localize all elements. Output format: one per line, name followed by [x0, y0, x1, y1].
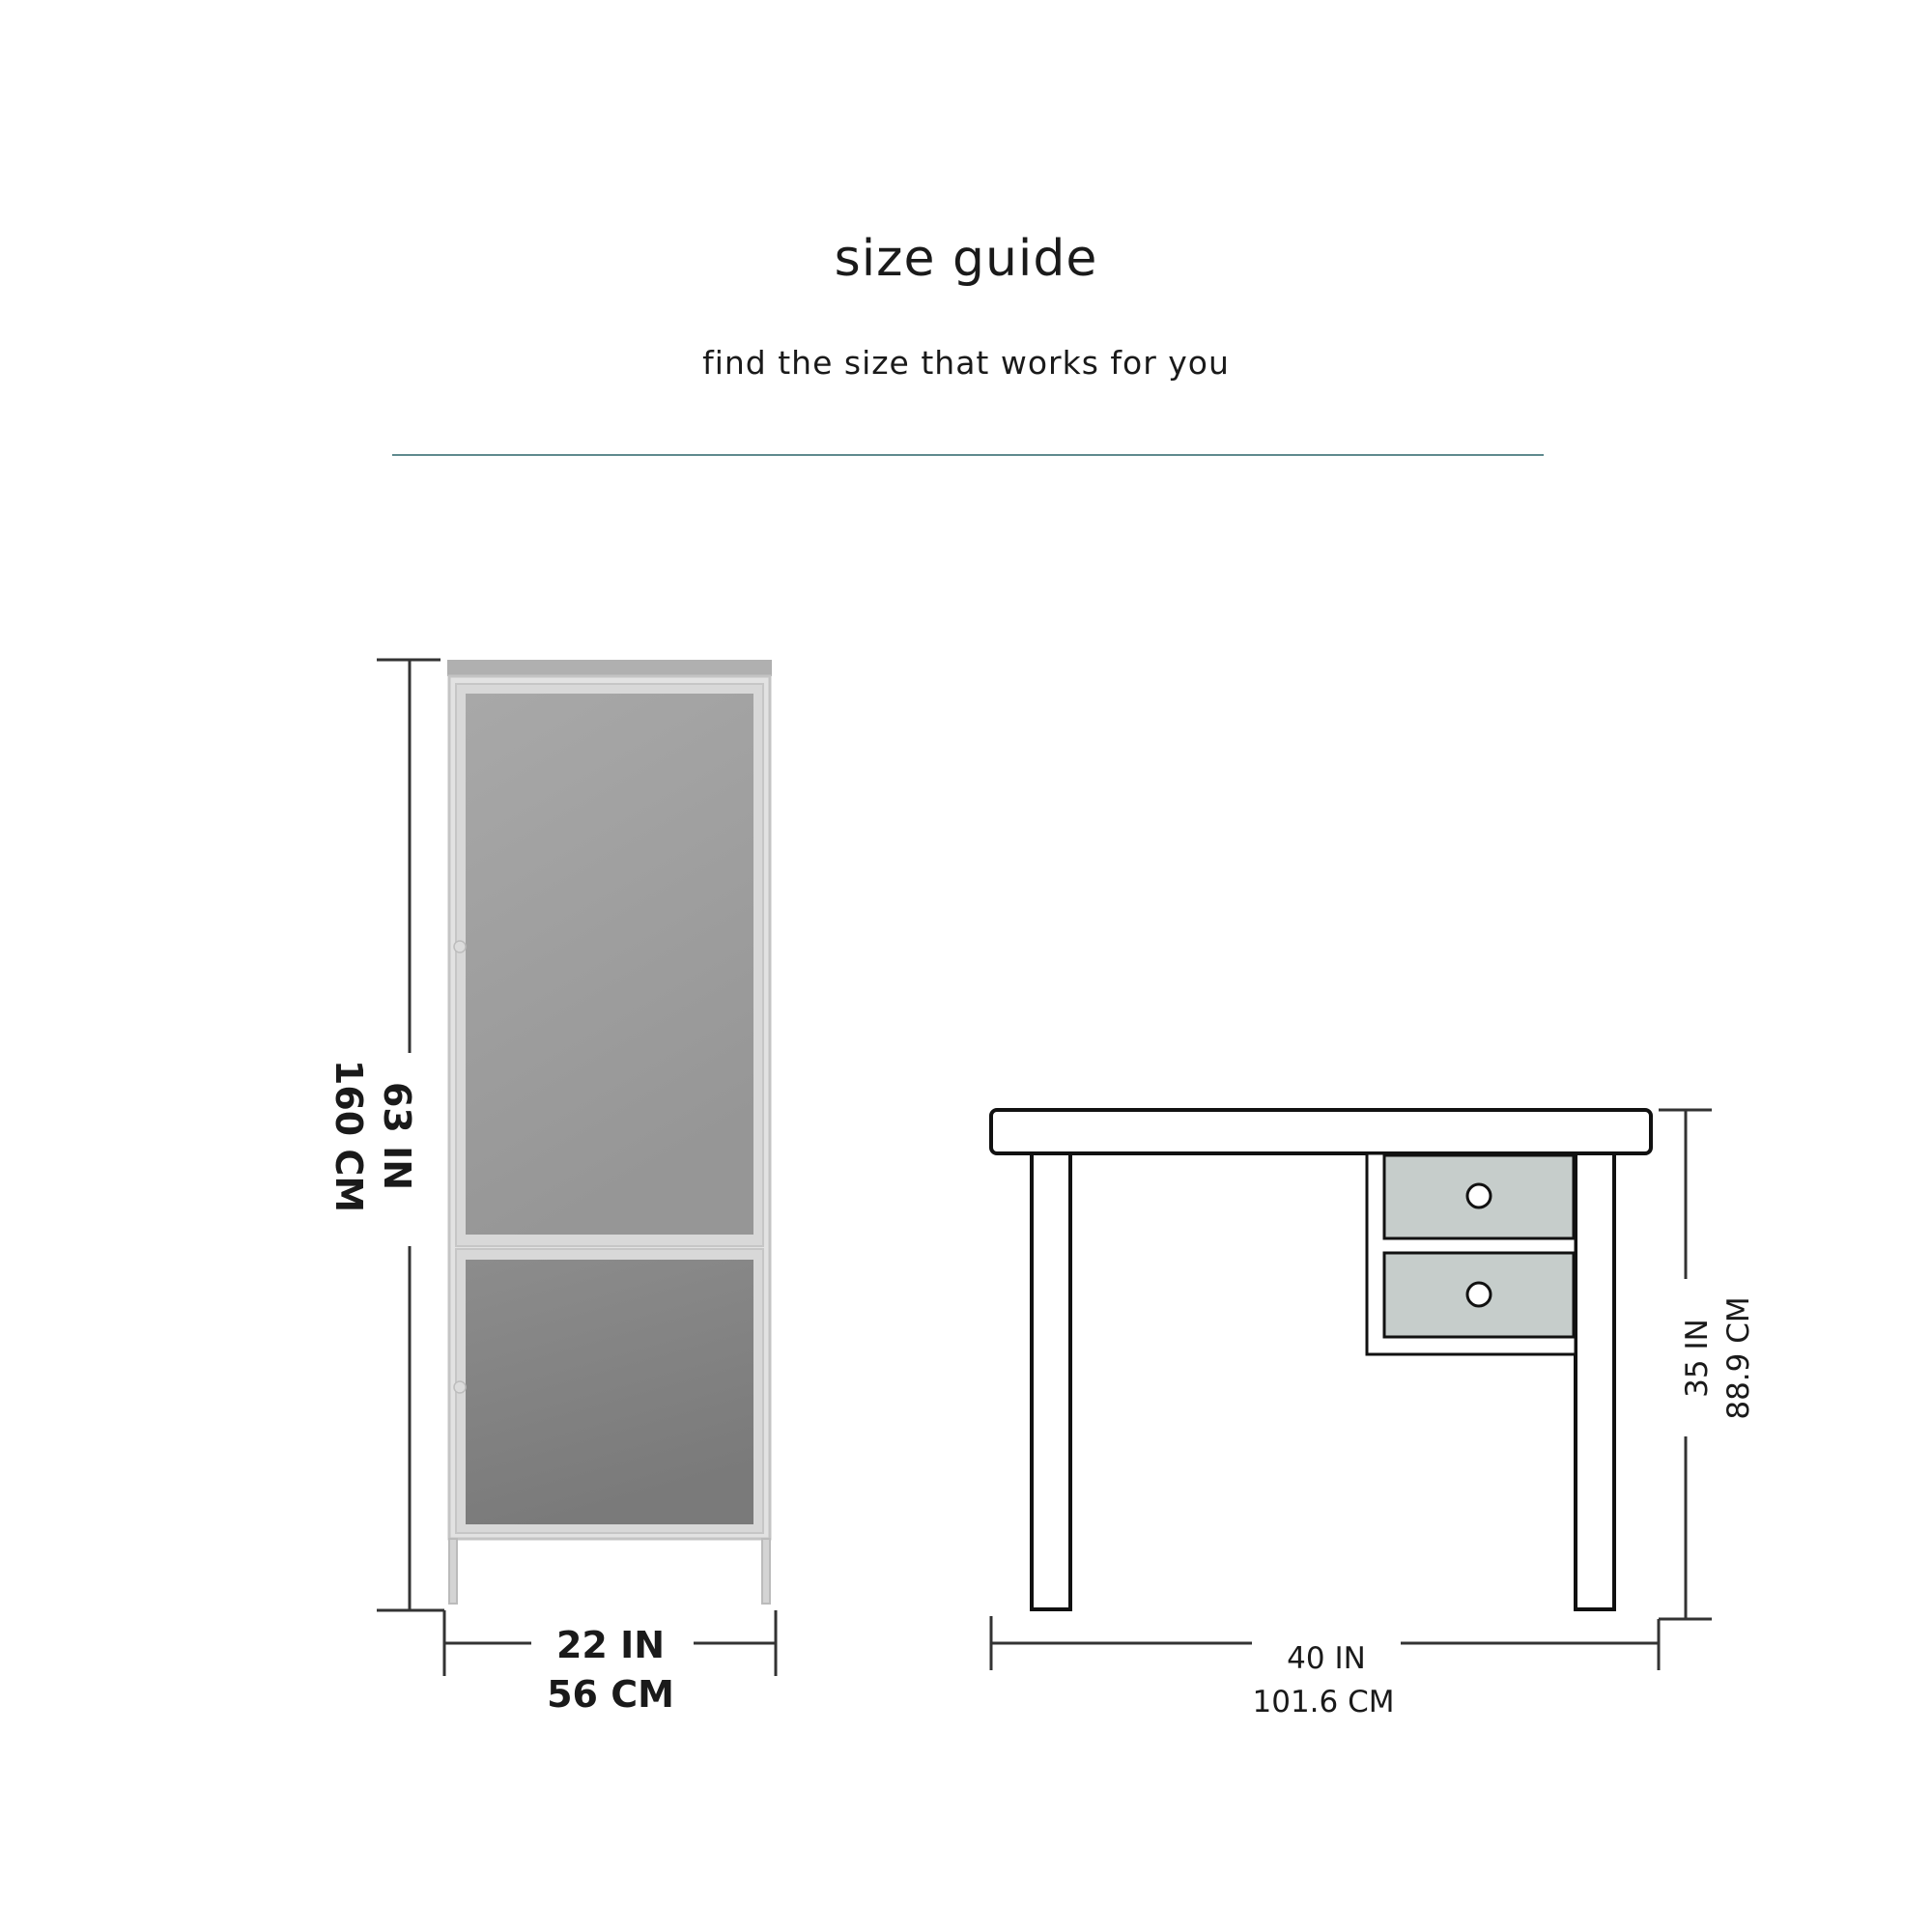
cabinet-height-cm-label: 160 CM [327, 1059, 370, 1213]
desk-illustration [991, 1110, 1651, 1609]
cabinet-width-cm-label: 56 CM [547, 1673, 674, 1716]
desk-lower-drawer-knob [1467, 1283, 1491, 1306]
desk-left-leg [1032, 1153, 1070, 1609]
desk-right-leg [1576, 1153, 1614, 1609]
cabinet-illustration [447, 660, 772, 1604]
desk-width-in-label: 40 IN [1287, 1641, 1366, 1676]
desk-height-cm-label: 88.9 CM [1721, 1296, 1756, 1420]
cabinet-lower-knob [454, 1381, 466, 1393]
desk-width-cm-label: 101.6 CM [1252, 1685, 1395, 1719]
page-subtitle: find the size that works for you [702, 344, 1230, 382]
cabinet-upper-knob [454, 941, 466, 952]
cabinet-lower-glass [466, 1260, 753, 1524]
cabinet-height-in-label: 63 IN [376, 1081, 418, 1191]
cabinet-upper-glass [466, 694, 753, 1235]
desk-top [991, 1110, 1651, 1153]
desk-upper-drawer-knob [1467, 1184, 1491, 1208]
cabinet-top [447, 660, 772, 676]
desk-height-in-label: 35 IN [1680, 1319, 1715, 1398]
cabinet-left-leg [449, 1539, 457, 1604]
cabinet-right-leg [762, 1539, 770, 1604]
page-title: size guide [834, 230, 1098, 288]
cabinet-width-in-label: 22 IN [555, 1624, 666, 1666]
